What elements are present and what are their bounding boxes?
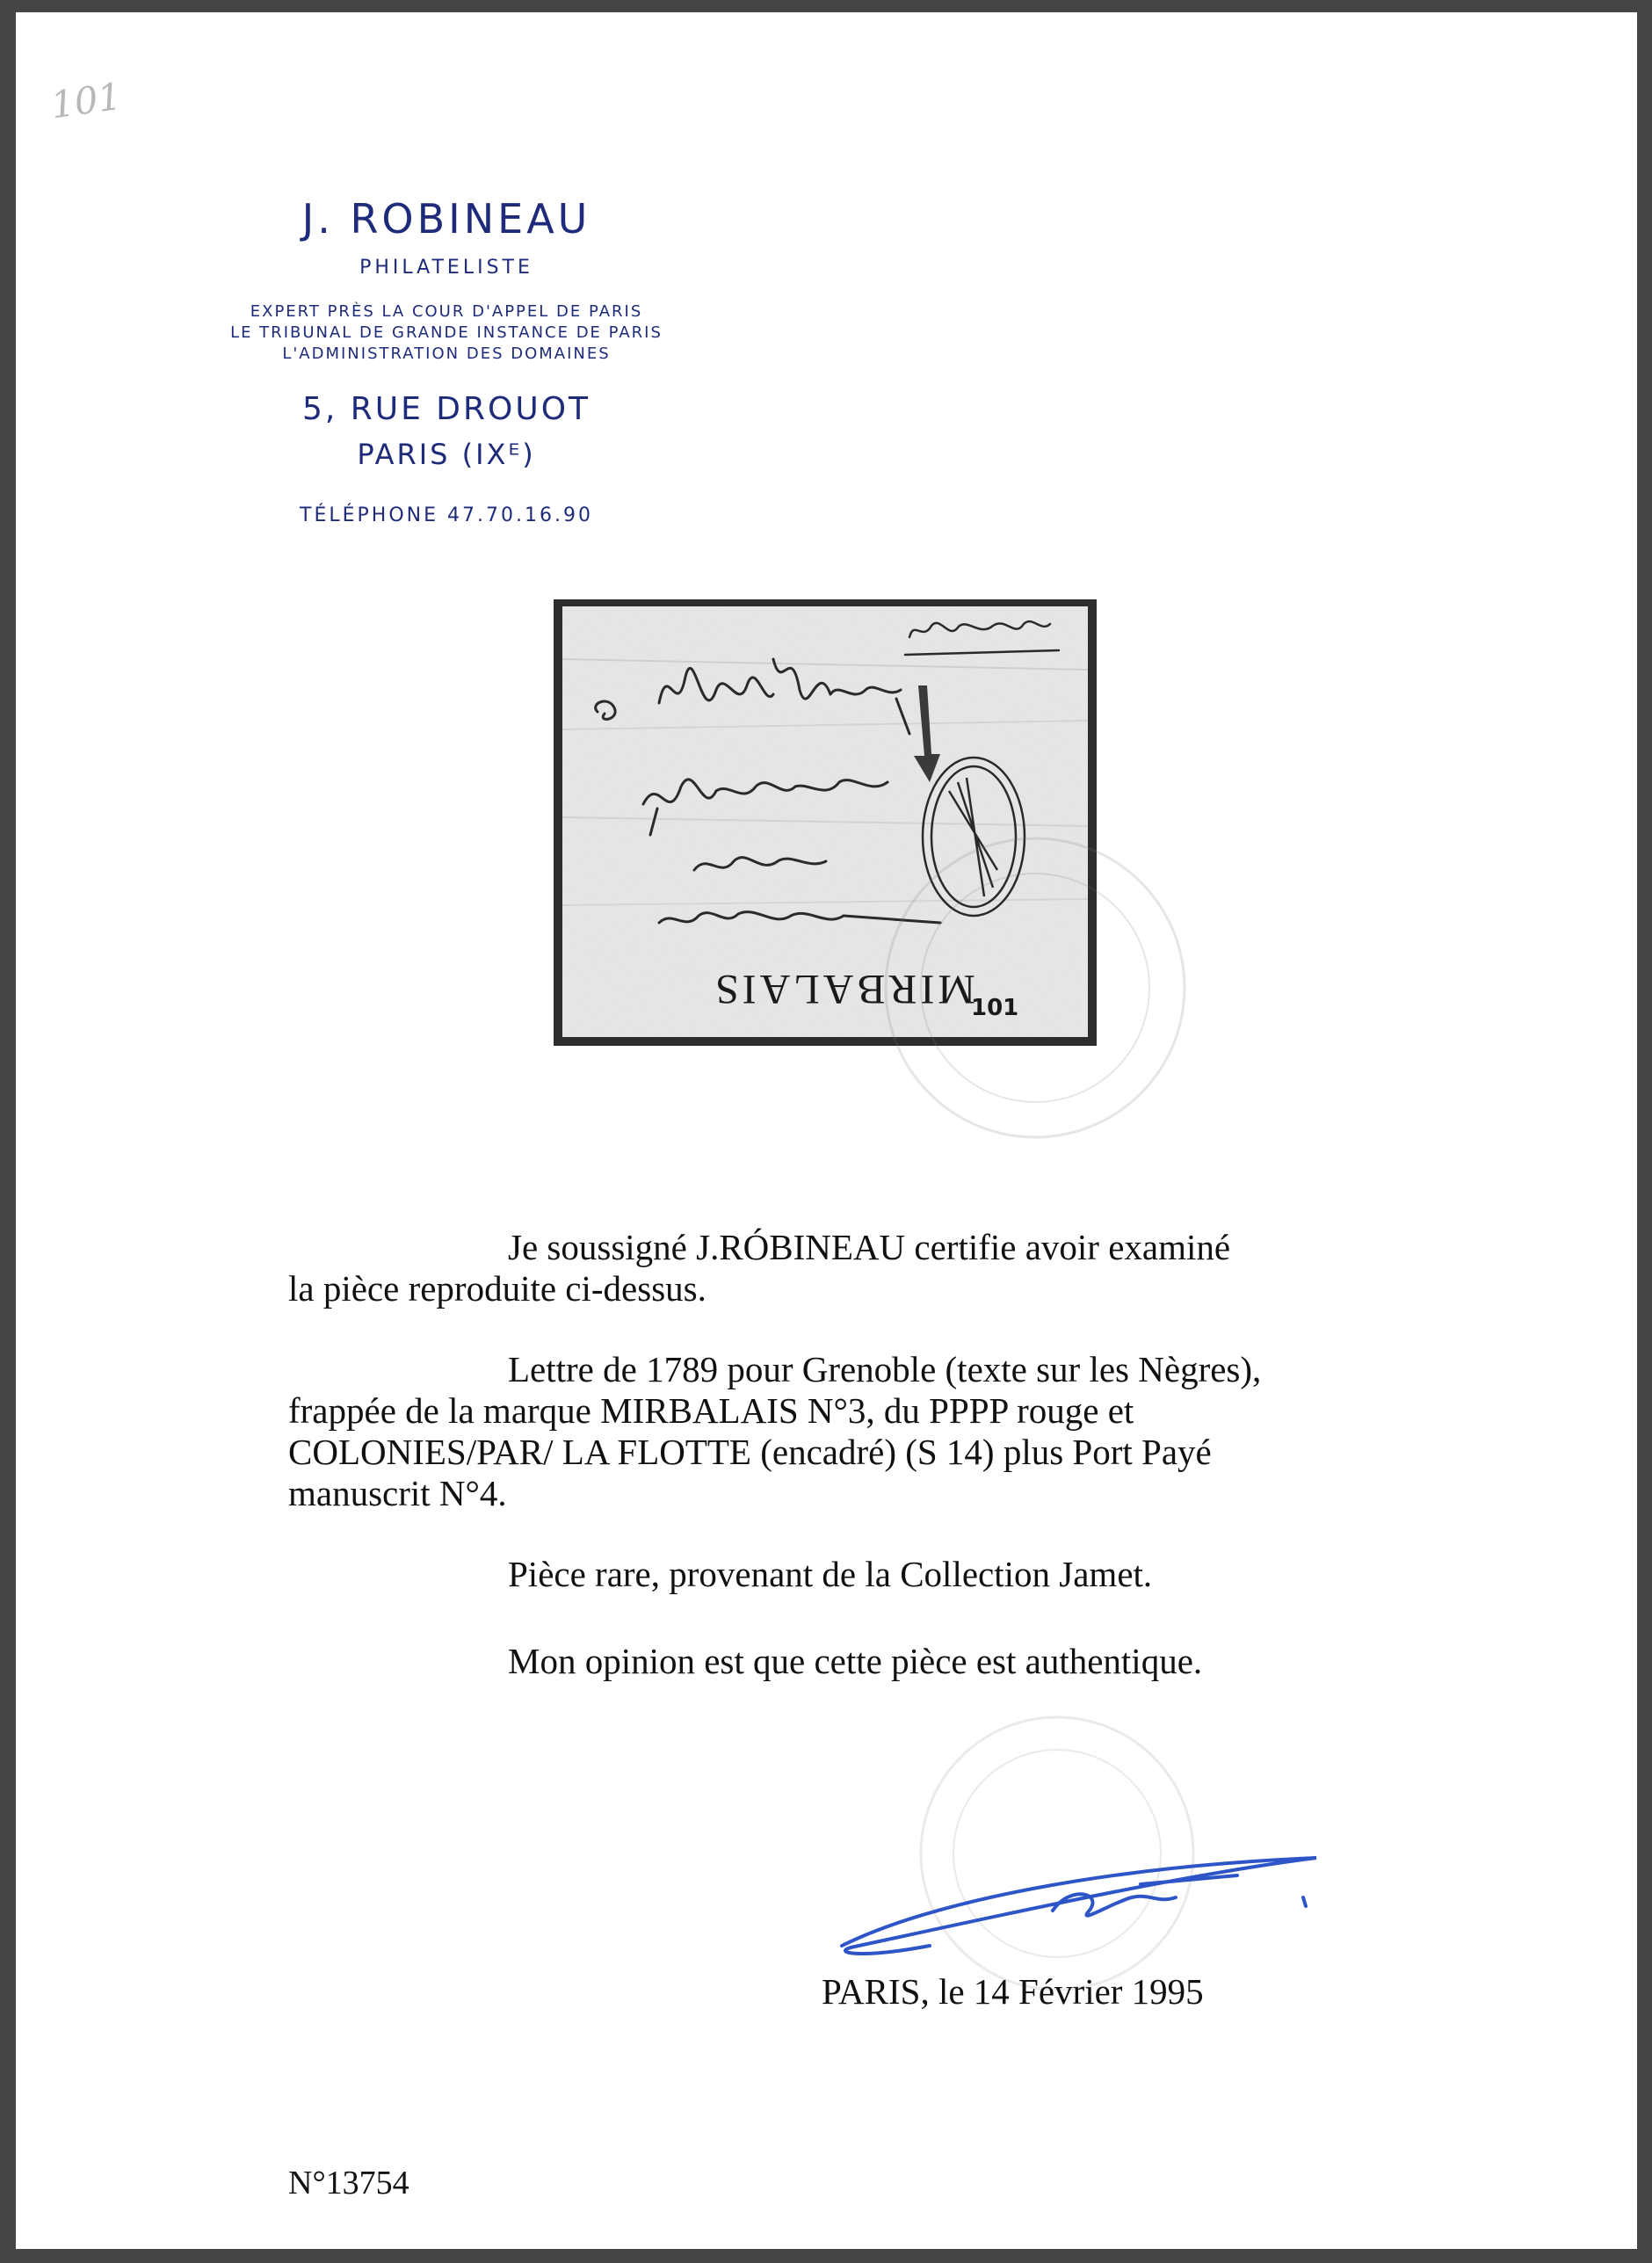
certificate-text bbox=[288, 1227, 1518, 1682]
paragraph-opinion: Mon opinion est que cette pièce est authentique. bbox=[508, 1641, 1203, 1681]
city: PARIS (IXᴱ) bbox=[357, 438, 536, 471]
credential-line: L'ADMINISTRATION DES DOMAINES bbox=[282, 345, 611, 363]
embossed-seal bbox=[877, 830, 1193, 1146]
place-and-date: PARIS, le 14 Février 1995 bbox=[822, 1971, 1204, 2012]
postmark-text: MIRBALAIS bbox=[711, 966, 976, 1012]
credential-line: EXPERT PRÈS LA COUR D'APPEL DE PARIS bbox=[250, 302, 643, 321]
text-line: manuscrit N°4. bbox=[288, 1473, 507, 1513]
lot-number: 101 bbox=[971, 995, 1019, 1021]
phone-number: TÉLÉPHONE 47.70.16.90 bbox=[300, 504, 593, 526]
certificate-sheet bbox=[16, 12, 1637, 2249]
text-line: Je soussigné J.RÓBINEAU certifie avoir examiné bbox=[508, 1227, 1231, 1267]
paragraph-examination bbox=[288, 1227, 1518, 1309]
expert-name: J. ROBINEAU bbox=[301, 195, 591, 243]
text-line: COLONIES/PAR/ LA FLOTTE (encadré) (S 14) plus Port Payé bbox=[288, 1432, 1212, 1472]
text-line: la pièce reproduite ci-dessus. bbox=[288, 1268, 706, 1309]
signature bbox=[824, 1849, 1351, 1963]
expert-credentials bbox=[165, 301, 728, 365]
letterhead bbox=[165, 195, 728, 526]
certificate-number: N°13754 bbox=[288, 2165, 409, 2201]
text-line: frappée de la marque MIRBALAIS N°3, du PPPP rouge et bbox=[288, 1390, 1134, 1431]
text-line: Lettre de 1789 pour Grenoble (texte sur les Nègres), bbox=[508, 1349, 1262, 1389]
street-address: 5, RUE DROUOT bbox=[301, 391, 591, 427]
paragraph-description bbox=[288, 1349, 1518, 1514]
expert-title: PHILATELISTE bbox=[359, 257, 533, 279]
credential-line: LE TRIBUNAL DE GRANDE INSTANCE DE PARIS bbox=[230, 323, 663, 342]
pencil-note: 101 bbox=[47, 74, 125, 127]
paragraph-provenance: Pièce rare, provenant de la Collection Jamet. bbox=[508, 1554, 1153, 1594]
